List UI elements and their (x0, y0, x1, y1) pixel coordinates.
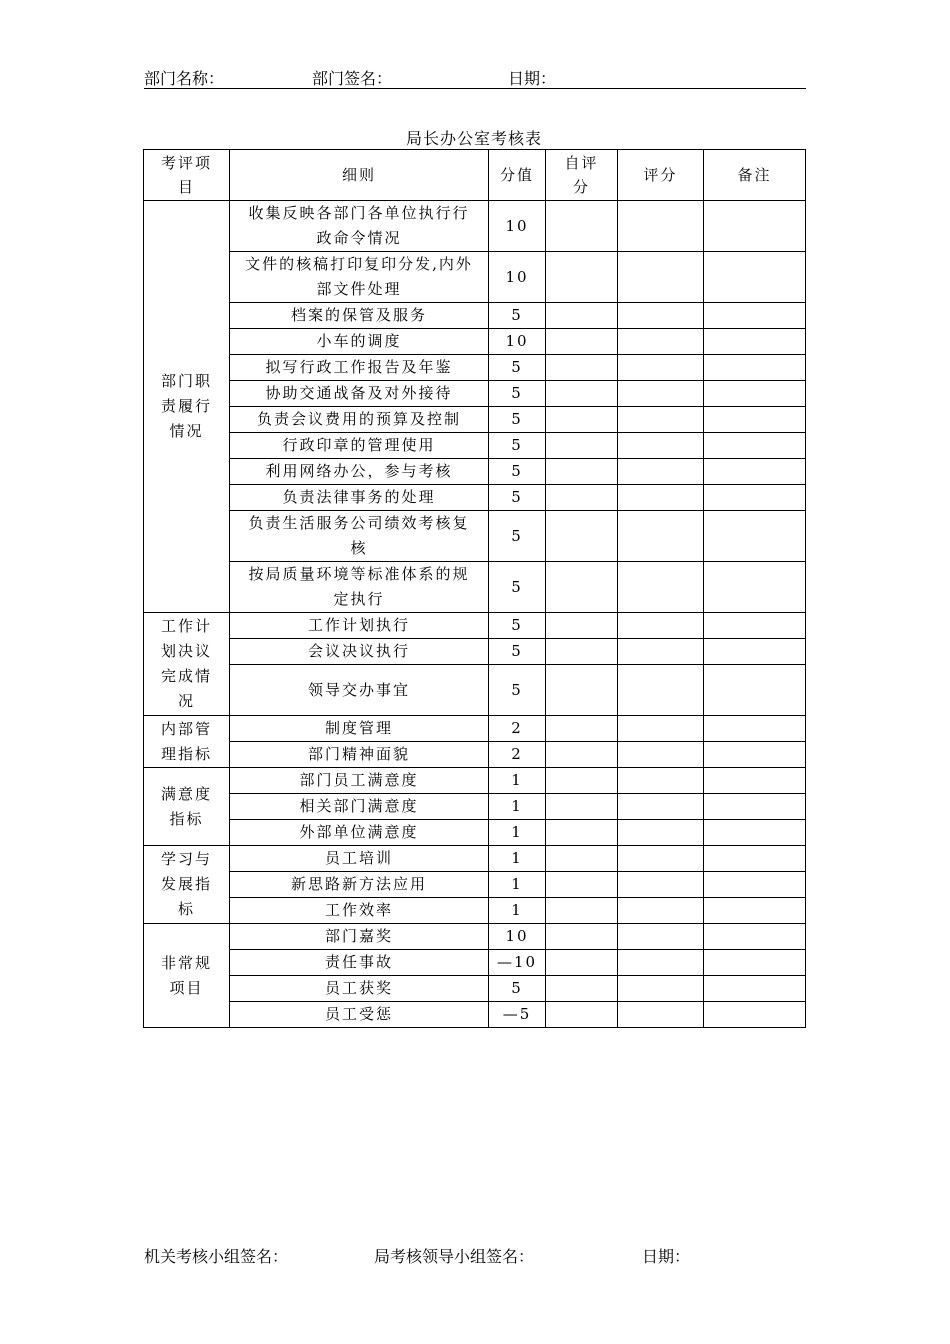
remark-cell[interactable] (704, 716, 806, 742)
remark-cell[interactable] (704, 201, 806, 252)
self-score-cell[interactable] (546, 872, 618, 898)
score-cell: 5 (489, 665, 546, 716)
score-cell: 1 (489, 820, 546, 846)
self-score-cell[interactable] (546, 252, 618, 303)
score-cell: 2 (489, 742, 546, 768)
header-category: 考评项目 (144, 150, 230, 201)
leader-sign-label: 局考核领导小组签名： (374, 1249, 535, 1266)
header-self-score: 自评分 (546, 150, 618, 201)
score-cell: 10 (489, 252, 546, 303)
remark-cell[interactable] (704, 1002, 806, 1028)
remark-cell[interactable] (704, 407, 806, 433)
detail-cell: 责任事故 (230, 950, 489, 976)
detail-cell: 部门精神面貌 (230, 742, 489, 768)
rating-cell[interactable] (618, 407, 704, 433)
score-cell: 5 (489, 562, 546, 613)
remark-cell[interactable] (704, 846, 806, 872)
rating-cell[interactable] (618, 742, 704, 768)
table-row (144, 924, 806, 950)
table-row (144, 433, 806, 459)
self-score-cell[interactable] (546, 511, 618, 562)
score-cell: 5 (489, 433, 546, 459)
remark-cell[interactable] (704, 485, 806, 511)
remark-cell[interactable] (704, 329, 806, 355)
table-row (144, 562, 806, 613)
table-row (144, 768, 806, 794)
table-row (144, 511, 806, 562)
self-score-cell[interactable] (546, 924, 618, 950)
table-row (144, 794, 806, 820)
rating-cell[interactable] (618, 716, 704, 742)
score-cell: 5 (489, 303, 546, 329)
self-score-cell[interactable] (546, 459, 618, 485)
rating-cell[interactable] (618, 665, 704, 716)
self-score-cell[interactable] (546, 742, 618, 768)
score-cell: 1 (489, 872, 546, 898)
remark-cell[interactable] (704, 768, 806, 794)
rating-cell[interactable] (618, 950, 704, 976)
detail-cell: 制度管理 (230, 716, 489, 742)
footer-date-label: 日期： (642, 1249, 691, 1266)
self-score-cell[interactable] (546, 716, 618, 742)
table-row (144, 950, 806, 976)
detail-cell: 档案的保管及服务 (230, 303, 489, 329)
rating-cell[interactable] (618, 355, 704, 381)
table-row (144, 820, 806, 846)
score-cell: 1 (489, 898, 546, 924)
table-row (144, 329, 806, 355)
self-score-cell[interactable] (546, 433, 618, 459)
category-cell: 学习与发展指标 (144, 846, 230, 924)
self-score-cell[interactable] (546, 976, 618, 1002)
category-cell: 非常规项目 (144, 924, 230, 1028)
remark-cell[interactable] (704, 872, 806, 898)
score-cell: 10 (489, 201, 546, 252)
detail-cell: 新思路新方法应用 (230, 872, 489, 898)
rating-cell[interactable] (618, 433, 704, 459)
table-row (144, 742, 806, 768)
self-score-cell[interactable] (546, 665, 618, 716)
detail-cell: 员工受惩 (230, 1002, 489, 1028)
score-cell: 5 (489, 639, 546, 665)
detail-cell: 文件的核稿打印复印分发,内外部文件处理 (230, 252, 489, 303)
table-row (144, 303, 806, 329)
rating-cell[interactable] (618, 562, 704, 613)
table-row (144, 1002, 806, 1028)
detail-cell: 会议决议执行 (230, 639, 489, 665)
table-row (144, 381, 806, 407)
evaluation-table (143, 149, 806, 1028)
table-header (144, 150, 806, 201)
remark-cell[interactable] (704, 639, 806, 665)
remark-cell[interactable] (704, 794, 806, 820)
score-cell: —10 (489, 950, 546, 976)
header-detail: 细则 (230, 150, 489, 201)
self-score-cell[interactable] (546, 355, 618, 381)
self-score-cell[interactable] (546, 329, 618, 355)
detail-cell: 利用网络办公，参与考核 (230, 459, 489, 485)
score-cell: 5 (489, 459, 546, 485)
remark-cell[interactable] (704, 898, 806, 924)
score-cell: 10 (489, 924, 546, 950)
dept-name-label: 部门名称： (144, 71, 225, 88)
score-cell: 5 (489, 976, 546, 1002)
org-sign-label: 机关考核小组签名： (144, 1249, 289, 1266)
rating-cell[interactable] (618, 872, 704, 898)
table-row (144, 665, 806, 716)
remark-cell[interactable] (704, 381, 806, 407)
remark-cell[interactable] (704, 252, 806, 303)
remark-cell[interactable] (704, 976, 806, 1002)
rating-cell[interactable] (618, 820, 704, 846)
score-cell: 1 (489, 846, 546, 872)
detail-cell: 拟写行政工作报告及年鉴 (230, 355, 489, 381)
table-body (144, 201, 806, 1028)
self-score-cell[interactable] (546, 381, 618, 407)
detail-cell: 协助交通战备及对外接待 (230, 381, 489, 407)
dept-sign-label: 部门签名： (312, 71, 393, 88)
rating-cell[interactable] (618, 381, 704, 407)
self-score-cell[interactable] (546, 820, 618, 846)
self-score-cell[interactable] (546, 794, 618, 820)
rating-cell[interactable] (618, 201, 704, 252)
detail-cell: 工作效率 (230, 898, 489, 924)
self-score-cell[interactable] (546, 898, 618, 924)
rating-cell[interactable] (618, 511, 704, 562)
rating-cell[interactable] (618, 329, 704, 355)
header-rating: 评分 (618, 150, 704, 201)
self-score-cell[interactable] (546, 201, 618, 252)
table-row (144, 407, 806, 433)
self-score-cell[interactable] (546, 562, 618, 613)
detail-cell: 负责生活服务公司绩效考核复核 (230, 511, 489, 562)
detail-cell: 部门员工满意度 (230, 768, 489, 794)
footer-signature-line (144, 1244, 806, 1268)
self-score-cell[interactable] (546, 485, 618, 511)
rating-cell[interactable] (618, 303, 704, 329)
self-score-cell[interactable] (546, 846, 618, 872)
header-date-label: 日期： (508, 71, 557, 88)
remark-cell[interactable] (704, 459, 806, 485)
remark-cell[interactable] (704, 355, 806, 381)
header-signature-line (144, 64, 806, 89)
rating-cell[interactable] (618, 252, 704, 303)
score-cell: 5 (489, 407, 546, 433)
category-cell: 满意度指标 (144, 768, 230, 846)
remark-cell[interactable] (704, 303, 806, 329)
score-cell: 5 (489, 485, 546, 511)
detail-cell: 相关部门满意度 (230, 794, 489, 820)
rating-cell[interactable] (618, 768, 704, 794)
detail-cell: 工作计划执行 (230, 613, 489, 639)
category-cell: 工作计划决议完成情况 (144, 613, 230, 716)
detail-cell: 小车的调度 (230, 329, 489, 355)
table-row (144, 485, 806, 511)
rating-cell[interactable] (618, 976, 704, 1002)
self-score-cell[interactable] (546, 950, 618, 976)
remark-cell[interactable] (704, 665, 806, 716)
rating-cell[interactable] (618, 846, 704, 872)
self-score-cell[interactable] (546, 1002, 618, 1028)
header-remark: 备注 (704, 150, 806, 201)
rating-cell[interactable] (618, 794, 704, 820)
self-score-cell[interactable] (546, 613, 618, 639)
table-row (144, 976, 806, 1002)
detail-cell: 外部单位满意度 (230, 820, 489, 846)
remark-cell[interactable] (704, 433, 806, 459)
remark-cell[interactable] (704, 924, 806, 950)
table-row (144, 846, 806, 872)
detail-cell: 负责会议费用的预算及控制 (230, 407, 489, 433)
table-row (144, 613, 806, 639)
score-cell: —5 (489, 1002, 546, 1028)
detail-cell: 领导交办事宜 (230, 665, 489, 716)
rating-cell[interactable] (618, 898, 704, 924)
self-score-cell[interactable] (546, 639, 618, 665)
self-score-cell[interactable] (546, 303, 618, 329)
form-title: 局长办公室考核表 (405, 129, 542, 148)
table-row (144, 639, 806, 665)
score-cell: 1 (489, 768, 546, 794)
rating-cell[interactable] (618, 1002, 704, 1028)
rating-cell[interactable] (618, 613, 704, 639)
header-score: 分值 (489, 150, 546, 201)
remark-cell[interactable] (704, 562, 806, 613)
detail-cell: 行政印章的管理使用 (230, 433, 489, 459)
score-cell: 5 (489, 381, 546, 407)
table-row (144, 252, 806, 303)
score-cell: 10 (489, 329, 546, 355)
detail-cell: 负责法律事务的处理 (230, 485, 489, 511)
self-score-cell[interactable] (546, 407, 618, 433)
category-cell: 内部管理指标 (144, 716, 230, 768)
remark-cell[interactable] (704, 820, 806, 846)
table-row (144, 872, 806, 898)
remark-cell[interactable] (704, 511, 806, 562)
score-cell: 1 (489, 794, 546, 820)
rating-cell[interactable] (618, 639, 704, 665)
table-row (144, 459, 806, 485)
detail-cell: 部门嘉奖 (230, 924, 489, 950)
category-cell: 部门职责履行情况 (144, 201, 230, 613)
detail-cell: 按局质量环境等标准体系的规定执行 (230, 562, 489, 613)
score-cell: 5 (489, 613, 546, 639)
remark-cell[interactable] (704, 742, 806, 768)
rating-cell[interactable] (618, 485, 704, 511)
table-row (144, 201, 806, 252)
table-row (144, 355, 806, 381)
detail-cell: 员工获奖 (230, 976, 489, 1002)
score-cell: 5 (489, 355, 546, 381)
score-cell: 2 (489, 716, 546, 742)
rating-cell[interactable] (618, 459, 704, 485)
self-score-cell[interactable] (546, 768, 618, 794)
score-cell: 5 (489, 511, 546, 562)
remark-cell[interactable] (704, 950, 806, 976)
detail-cell: 收集反映各部门各单位执行行政命令情况 (230, 201, 489, 252)
table-row (144, 716, 806, 742)
rating-cell[interactable] (618, 924, 704, 950)
remark-cell[interactable] (704, 613, 806, 639)
table-row (144, 898, 806, 924)
detail-cell: 员工培训 (230, 846, 489, 872)
